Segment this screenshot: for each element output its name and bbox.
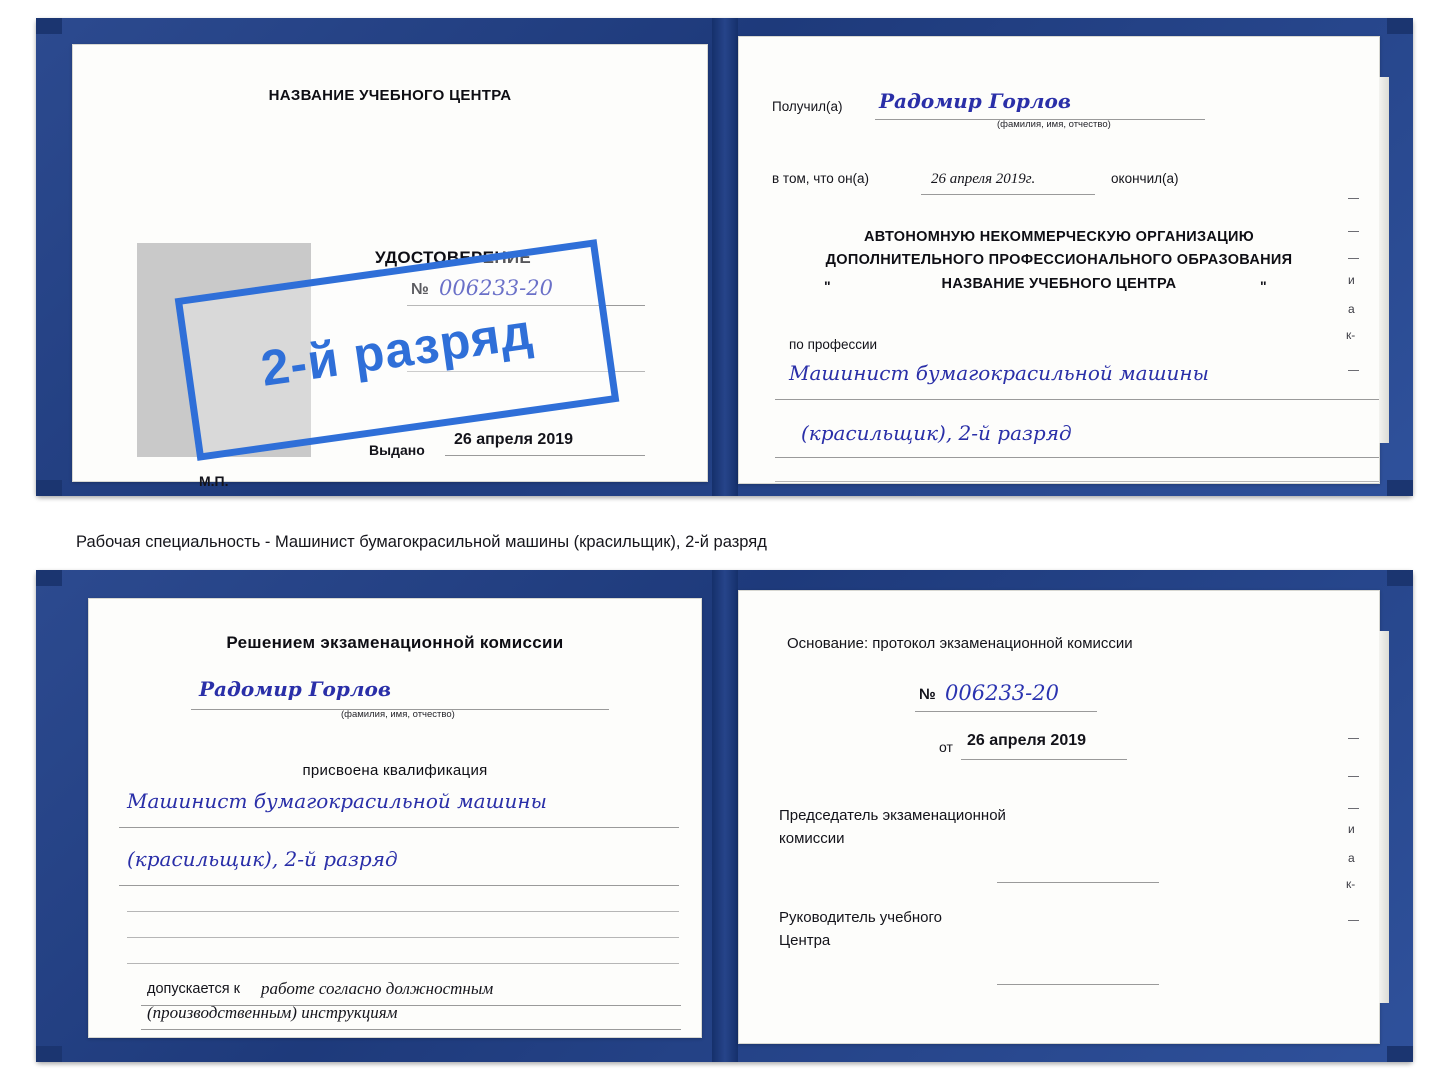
- cover-corner-notch: [1387, 18, 1413, 34]
- date-prefix: от: [939, 739, 953, 755]
- organization-line-3: НАЗВАНИЕ УЧЕБНОГО ЦЕНТРА: [941, 276, 1177, 292]
- margin-fragment: и: [1348, 822, 1355, 836]
- qualification-label: присвоена квалификация: [302, 762, 488, 779]
- admitted-line-1: работе согласно должностным: [261, 979, 494, 998]
- protocol-number-rule: [915, 711, 1097, 712]
- caption-text: Рабочая специальность - Машинист бумагокрасильной машины (красильщик), 2-й разряд: [76, 533, 767, 551]
- chairman-signature-rule: [997, 882, 1159, 883]
- cover-corner-notch: [1387, 1046, 1413, 1062]
- profession-rule-2: [775, 457, 1379, 458]
- margin-fragment: а: [1348, 302, 1355, 316]
- head-line-1: Руководитель учебного: [779, 909, 942, 926]
- issued-label: Выдано: [369, 442, 425, 458]
- margin-fragment: и: [1348, 273, 1355, 287]
- margin-dash: [1348, 808, 1359, 809]
- blank-rule: [127, 911, 679, 912]
- qualification-rule-2: [119, 885, 679, 886]
- bottom-right-page: [738, 590, 1380, 1044]
- organization-line-2: ДОПОЛНИТЕЛЬНОГО ПРОФЕССИОНАЛЬНОГО ОБРАЗОВАНИЯ: [825, 252, 1293, 268]
- number-prefix: №: [411, 281, 429, 298]
- cover-corner-notch: [36, 480, 62, 496]
- margin-dash: [1348, 258, 1359, 259]
- issued-date: 26 апреля 2019: [454, 431, 574, 448]
- blank-rule: [127, 937, 679, 938]
- profession-rule-3: [775, 481, 1379, 482]
- recipient-name: Радомир Горлов: [879, 89, 1071, 113]
- document-title: УДОСТОВЕРЕНИЕ: [374, 248, 532, 267]
- margin-dash: [1348, 370, 1359, 371]
- training-center-name: НАЗВАНИЕ УЧЕБНОГО ЦЕНТРА: [268, 87, 512, 104]
- profession-line-1: Машинист бумагокрасильной машины: [789, 361, 1209, 385]
- name-hint: (фамилия, имя, отчество): [341, 709, 455, 720]
- margin-dash: [1348, 231, 1359, 232]
- book-spine: [712, 570, 738, 1062]
- holder-name: Радомир Горлов: [199, 677, 391, 701]
- cover-corner-notch: [1387, 480, 1413, 496]
- protocol-number-prefix: №: [919, 686, 936, 703]
- margin-dash: [1348, 920, 1359, 921]
- basis-label: Основание: протокол экзаменационной комиссии: [787, 635, 1133, 652]
- qualification-rule-1: [119, 827, 679, 828]
- chairman-line-1: Председатель экзаменационной: [779, 807, 1006, 824]
- cover-corner-notch: [1387, 570, 1413, 586]
- certificate-number: 006233-20: [439, 276, 553, 300]
- qualification-line-2: (красильщик), 2-й разряд: [127, 847, 398, 871]
- quote-open: ": [824, 278, 831, 294]
- margin-dash: [1348, 738, 1359, 739]
- finished-date: 26 апреля 2019г.: [931, 171, 1036, 187]
- protocol-date-rule: [961, 759, 1127, 760]
- cover-corner-notch: [36, 1046, 62, 1062]
- certificate-bottom-spread: [36, 570, 1413, 1062]
- margin-fragment: а: [1348, 851, 1355, 865]
- admitted-line-2: (производственным) инструкциям: [147, 1003, 398, 1022]
- quote-close: ": [1260, 278, 1267, 294]
- head-signature-rule: [997, 984, 1159, 985]
- admitted-rule-2: [141, 1029, 681, 1030]
- qualification-line-1: Машинист бумагокрасильной машины: [127, 789, 547, 813]
- name-hint: (фамилия, имя, отчество): [997, 119, 1111, 130]
- head-line-2: Центра: [779, 932, 831, 949]
- protocol-date: 26 апреля 2019: [967, 732, 1087, 749]
- chairman-line-2: комиссии: [779, 830, 845, 847]
- blank-rule: [127, 963, 679, 964]
- top-right-page: [738, 36, 1380, 484]
- issued-date-rule: [445, 455, 645, 456]
- watermark-stamp: 2-й разряд: [175, 239, 620, 461]
- finished-date-rule: [921, 194, 1095, 195]
- margin-fragment: к-: [1346, 877, 1356, 891]
- page-edge: [1379, 77, 1389, 443]
- finished-label: окончил(а): [1111, 171, 1179, 186]
- admitted-label: допускается к: [147, 981, 240, 997]
- profession-rule-1: [775, 399, 1379, 400]
- margin-dash: [1348, 776, 1359, 777]
- margin-fragment: к-: [1346, 328, 1356, 342]
- cover-corner-notch: [36, 570, 62, 586]
- profession-label: по профессии: [789, 337, 878, 352]
- that-label: в том, что он(а): [772, 171, 870, 186]
- profession-line-2: (красильщик), 2-й разряд: [801, 421, 1072, 445]
- commission-heading: Решением экзаменационной комиссии: [226, 633, 564, 652]
- protocol-number: 006233-20: [945, 681, 1059, 705]
- page-edge: [1379, 631, 1389, 1003]
- received-label: Получил(а): [772, 99, 843, 114]
- seal-label: М.П.: [199, 473, 229, 489]
- margin-dash: [1348, 198, 1359, 199]
- organization-line-1: АВТОНОМНУЮ НЕКОММЕРЧЕСКУЮ ОРГАНИЗАЦИЮ: [863, 229, 1255, 245]
- book-spine: [712, 18, 738, 496]
- cover-corner-notch: [36, 18, 62, 34]
- bottom-left-page: [88, 598, 702, 1038]
